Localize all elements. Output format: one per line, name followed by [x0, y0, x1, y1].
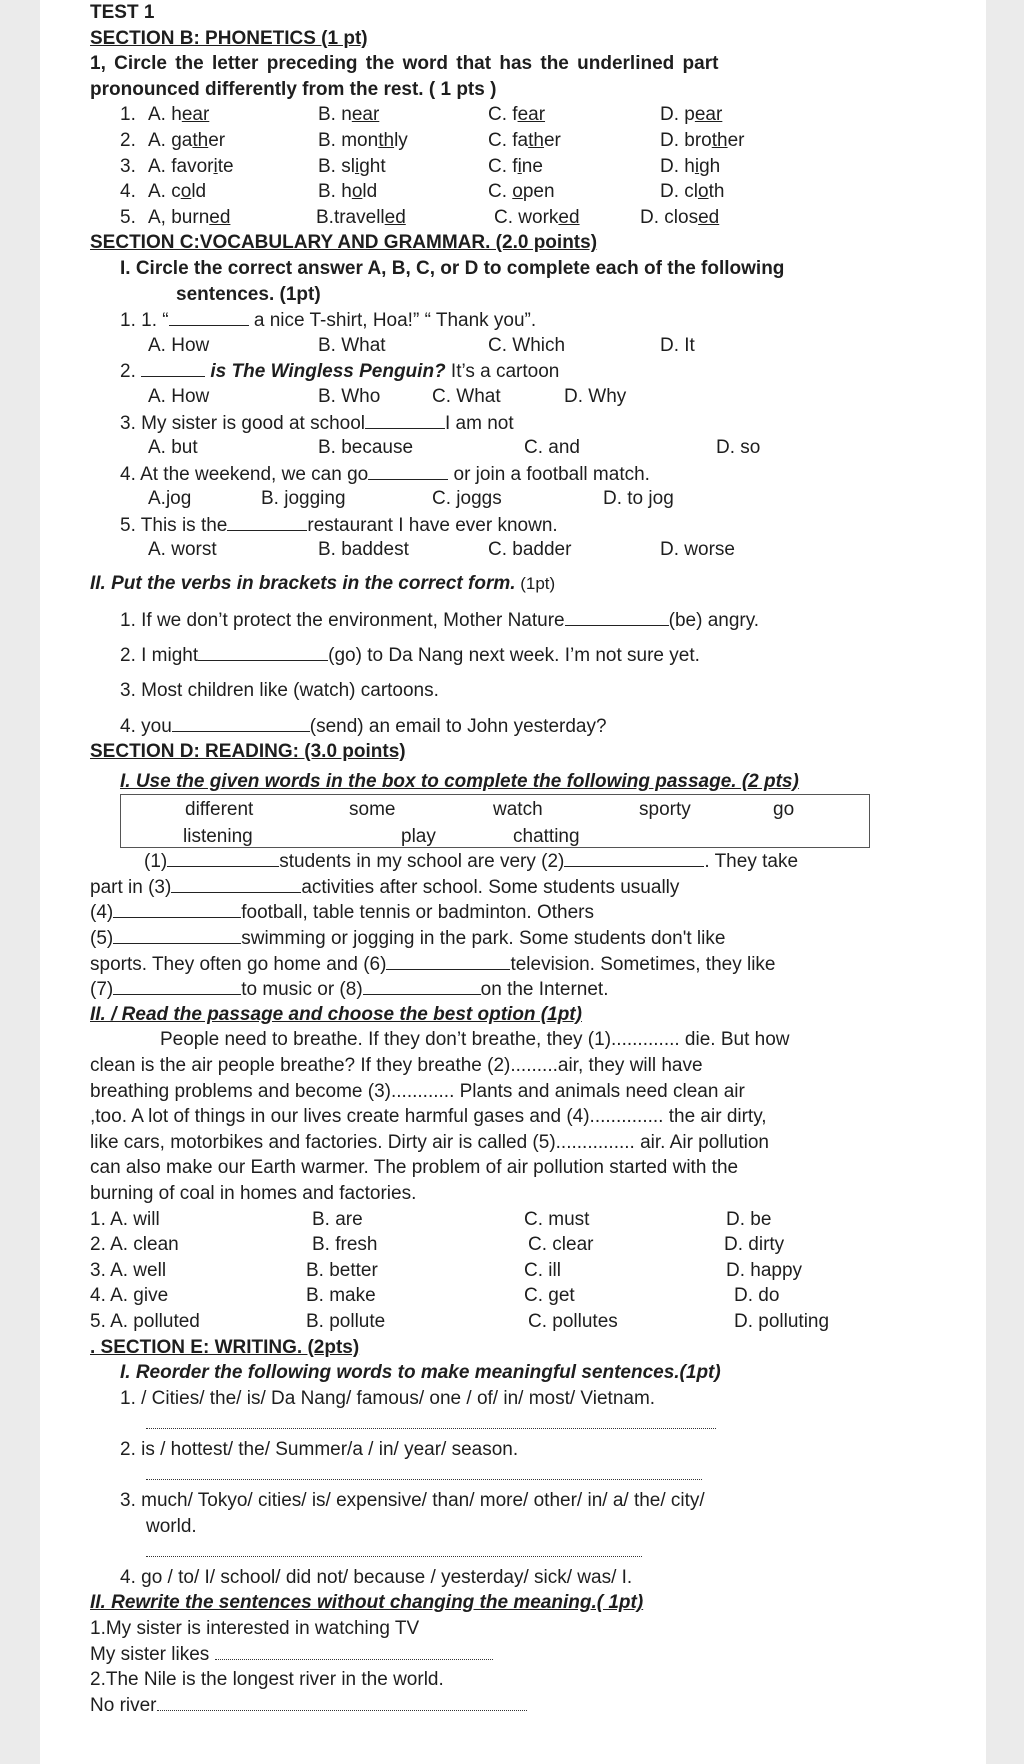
word-part: er — [543, 129, 561, 151]
part2-points: (1pt) — [515, 574, 556, 594]
phonetics-option-d — [640, 205, 719, 231]
passage-5-a: sports. They often go home and (6) — [90, 953, 387, 975]
word-part: ld — [191, 181, 207, 203]
passage-line-3 — [90, 899, 922, 925]
q3-option-a: A. but — [148, 437, 198, 459]
reading-option: B. fresh — [312, 1234, 378, 1256]
phonetics-option-c — [488, 179, 555, 205]
box-word-watch: watch — [493, 799, 543, 821]
passage-text-line: clean is the air people breathe? If they breathe (2).........air, they will have — [90, 1054, 703, 1076]
underlined-part: i — [213, 155, 218, 177]
q3-text: I am not — [445, 412, 514, 434]
passage-line-1 — [90, 848, 922, 874]
verb-4-text-pre: 4. you — [120, 716, 172, 738]
phonetics-option-a — [148, 205, 230, 231]
verb-2-blank — [198, 642, 328, 661]
verb-4-text: (send) an email to John yesterday? — [309, 716, 607, 738]
box-word-different: different — [185, 799, 254, 821]
passage-4-a: (5) — [90, 928, 114, 949]
word-part: ght — [359, 155, 386, 177]
passage-text-line: burning of coal in homes and factories. — [90, 1182, 417, 1204]
q3-blank — [365, 410, 445, 429]
word-part: pen — [522, 181, 555, 203]
passage-text-line: ,too. A lot of things in our lives create harmful gases and (4).............. the air dirty, — [90, 1106, 767, 1128]
reading-option: C. ill — [524, 1259, 561, 1281]
q2-italic-text: is The Wingless Penguin? — [205, 361, 446, 383]
passage-line-6 — [90, 976, 922, 1002]
passage-6-c: on the Internet. — [480, 979, 609, 1001]
reading-option: D. happy — [726, 1259, 803, 1281]
underlined-part: o — [698, 181, 709, 203]
reorder-3-blank — [146, 1540, 642, 1557]
reorder-3: 3. much/ Tokyo/ cities/ is/ expensive/ than/ more/ other/ in/ a/ the/ city/ — [120, 1490, 705, 1512]
blank-6 — [386, 951, 510, 970]
reading-option: C. get — [524, 1285, 575, 1307]
verb-4 — [90, 713, 922, 739]
phonetics-option-b — [318, 102, 379, 128]
phonetics-option-a — [148, 179, 206, 205]
rewrite-1-answer — [90, 1642, 922, 1668]
q5-option-c: C. badder — [488, 539, 572, 561]
reading-option: B. better — [306, 1259, 378, 1281]
passage-line-2 — [90, 874, 922, 900]
box-word-sporty: sporty — [639, 799, 691, 821]
passage-6-b: to music or (8) — [241, 979, 363, 1001]
reorder-2-blank — [146, 1463, 702, 1480]
reading-option: B. are — [312, 1208, 363, 1230]
blank-1 — [167, 848, 279, 867]
reorder-3-cont: world. — [146, 1515, 197, 1537]
word-part: D. p — [660, 104, 695, 126]
q2-option-c: C. What — [432, 385, 501, 407]
q2-option-b: B. Who — [318, 385, 381, 407]
rewrite-1-prompt: My sister likes — [90, 1643, 215, 1665]
word-box — [120, 794, 870, 848]
box-word-some: some — [349, 799, 396, 821]
q2-blank — [141, 358, 205, 377]
word-part: A. c — [148, 181, 181, 203]
phonetics-option-b — [318, 179, 377, 205]
verb-1-blank — [565, 607, 669, 626]
underlined-part: ear — [694, 104, 723, 126]
reading-passage — [90, 1027, 922, 1206]
blank-2 — [564, 848, 704, 867]
underlined-part: ear — [517, 104, 546, 126]
blank-4 — [113, 899, 241, 918]
word-part: C. — [488, 181, 513, 203]
phonetics-row-number: 5. — [120, 206, 136, 228]
rewrite-2-blank — [157, 1694, 527, 1711]
q5-option-b: B. baddest — [318, 539, 409, 561]
reorder-2-answer-line — [90, 1462, 922, 1488]
part2-title — [90, 571, 922, 597]
passage-3-b: football, table tennis or badminton. Others — [241, 902, 594, 924]
word-part: B. h — [318, 181, 352, 203]
underlined-part: ed — [384, 206, 406, 228]
underlined-part: th — [192, 129, 209, 151]
section-d-title: SECTION D: READING: (3.0 points) — [90, 741, 406, 763]
reading-option-row-5 — [90, 1309, 922, 1335]
rewrite-2-prompt: No river — [90, 1694, 157, 1716]
rewrite-2-answer — [90, 1693, 922, 1719]
q1-option-c: C. Which — [488, 334, 566, 356]
q4-option-c: C. joggs — [432, 488, 502, 510]
underlined-part: ed — [209, 206, 231, 228]
reading-option: 1. A. will — [90, 1208, 160, 1230]
passage-1-b: students in my school are very (2) — [279, 851, 565, 873]
word-part: te — [217, 155, 234, 177]
q1-number: 1. 1. “ — [120, 310, 169, 332]
passage-6-a: (7) — [90, 979, 114, 1001]
underlined-part: i — [694, 155, 700, 177]
blank-3 — [171, 874, 301, 893]
section-e-part2-title: II. Rewrite the sentences without changing the meaning.( 1pt) — [90, 1592, 644, 1614]
rewrite-1-blank — [215, 1643, 493, 1660]
word-part: B. sl — [318, 155, 355, 177]
passage-text-line: breathing problems and become (3)............ Plants and animals need clean air — [90, 1080, 745, 1102]
box-word-play: play — [401, 826, 436, 848]
phonetics-row-number: 2. — [120, 129, 136, 151]
q5-text: restaurant I have ever known. — [307, 514, 558, 536]
q2-options — [90, 384, 922, 410]
phonetics-option-a — [148, 102, 209, 128]
underlined-part: o — [512, 181, 523, 203]
q5-options — [90, 537, 922, 563]
word-part: ne — [521, 155, 543, 177]
reading-option: D. be — [726, 1208, 772, 1230]
question-2 — [90, 358, 922, 384]
box-word-chatting: chatting — [513, 826, 580, 848]
underlined-part: i — [517, 155, 522, 177]
phonetics-option-c — [494, 205, 580, 231]
reading-option: 3. A. well — [90, 1259, 167, 1281]
passage-2-b: activities after school. Some students usually — [301, 876, 680, 898]
verb-2 — [90, 642, 922, 668]
reorder-1-answer-line — [90, 1411, 922, 1437]
section-b-instruction-2: pronounced differently from the rest. ( 1 pts ) — [90, 78, 497, 100]
passage-2-a: part in (3) — [90, 876, 172, 898]
verb-4-blank — [172, 713, 310, 732]
q4-option-a: A.jog — [148, 488, 192, 510]
section-e-part1-title: I. Reorder the following words to make meaningful sentences.(1pt) — [120, 1362, 721, 1384]
q5-option-a: A. worst — [148, 539, 217, 561]
box-word-go: go — [773, 799, 795, 821]
verb-1-text: (be) angry. — [668, 609, 760, 631]
passage-line-5 — [90, 951, 922, 977]
test-title: TEST 1 — [90, 2, 155, 23]
reorder-3-answer-line — [90, 1539, 922, 1565]
reading-option: C. clear — [528, 1234, 594, 1256]
q3-text-pre: 3. My sister is good at school — [120, 412, 365, 434]
underlined-part: th — [711, 129, 728, 151]
phonetics-row-number: 1. — [120, 104, 136, 126]
word-part: B. mon — [318, 129, 379, 151]
verb-2-text: (go) to Da Nang next week. I’m not sure yet. — [328, 645, 700, 667]
underlined-part: th — [528, 129, 544, 151]
reading-option: C. must — [524, 1208, 590, 1230]
section-e-title: . SECTION E: WRITING. (2pts) — [90, 1336, 360, 1358]
word-part: C. f — [488, 155, 518, 177]
underlined-part: i — [354, 155, 360, 177]
underlined-part: o — [180, 181, 192, 203]
word-part: A, burn — [148, 206, 210, 228]
phonetics-option-b — [316, 205, 406, 231]
q3-option-b: B. because — [318, 437, 414, 459]
question-4 — [90, 461, 922, 487]
phonetics-option-c — [488, 128, 561, 154]
phonetics-option-b — [318, 154, 386, 180]
phonetics-row-3 — [90, 154, 922, 180]
phonetics-option-d — [660, 154, 720, 180]
question-1 — [90, 307, 922, 333]
q4-option-d: D. to jog — [603, 488, 674, 510]
reading-option-row-4 — [90, 1283, 922, 1309]
word-part: C. fa — [488, 129, 529, 151]
word-part: C. f — [488, 104, 518, 126]
q1-text: a nice T-shirt, Hoa!” “ Thank you”. — [248, 310, 537, 332]
phonetics-option-c — [488, 154, 543, 180]
passage-1-a: (1) — [144, 851, 168, 873]
word-part: gh — [699, 155, 721, 177]
reorder-1-blank — [146, 1412, 716, 1429]
part2-title-text: II. Put the verbs in brackets in the correct form. — [90, 573, 516, 595]
q2-text: It’s a cartoon — [445, 361, 560, 383]
q1-blank — [169, 307, 249, 326]
word-part: ly — [394, 129, 408, 151]
section-c-title: SECTION C:VOCABULARY AND GRAMMAR. (2.0 points) — [90, 232, 598, 254]
q4-option-b: B. jogging — [261, 488, 346, 510]
reorder-4: 4. go / to/ I/ school/ did not/ because / yesterday/ sick/ was/ I. — [120, 1566, 633, 1588]
rewrite-1: 1.My sister is interested in watching TV — [90, 1618, 420, 1640]
section-b-title: SECTION B: PHONETICS (1 pt) — [90, 27, 368, 49]
phonetics-row-4 — [90, 179, 922, 205]
section-c-part1-instruction-2: sentences. (1pt) — [176, 283, 321, 305]
underlined-part: ed — [698, 206, 720, 228]
passage-5-b: television. Sometimes, they like — [510, 953, 776, 975]
q5-text-pre: 5. This is the — [120, 514, 228, 536]
passage-1-c: . They take — [704, 851, 799, 873]
section-d-part2-title: II. / Read the passage and choose the best option (1pt) — [90, 1003, 582, 1025]
phonetics-option-d — [660, 102, 722, 128]
worksheet-content — [90, 0, 922, 1718]
q2-option-a: A. How — [148, 385, 210, 407]
phonetics-rows — [90, 102, 922, 230]
word-part: er — [727, 129, 745, 151]
phonetics-row-1 — [90, 102, 922, 128]
passage-text-line: People need to breathe. If they don’t breathe, they (1)............. die. But how — [160, 1029, 790, 1051]
reading-option: 5. A. polluted — [90, 1310, 200, 1332]
box-word-listening: listening — [183, 826, 253, 848]
phonetics-option-c — [488, 102, 545, 128]
q1-option-a: A. How — [148, 334, 210, 356]
word-part: th — [708, 181, 725, 203]
underlined-part: ed — [558, 206, 580, 228]
word-part: ld — [362, 181, 378, 203]
passage-line-4 — [90, 925, 922, 951]
reading-option: B. make — [306, 1285, 376, 1307]
word-part: B.travell — [316, 206, 385, 228]
underlined-part: o — [351, 181, 363, 203]
reading-option: B. pollute — [306, 1310, 386, 1332]
q2-number: 2. — [120, 361, 142, 383]
underlined-part: ear — [351, 104, 380, 126]
word-part: B. n — [318, 104, 352, 126]
q2-option-d: D. Why — [564, 385, 627, 407]
q4-text: or join a football match. — [448, 463, 650, 485]
passage-4-b: swimming or jogging in the park. Some students don't like — [241, 928, 726, 949]
reorder-2: 2. is / hottest/ the/ Summer/a / in/ year/ season. — [120, 1438, 519, 1460]
reading-option: 2. A. clean — [90, 1234, 179, 1256]
reading-option-row-1 — [90, 1207, 922, 1233]
phonetics-row-number: 4. — [120, 181, 136, 203]
q1-options — [90, 333, 922, 359]
reading-options — [90, 1207, 922, 1335]
blank-5 — [113, 925, 241, 944]
q5-blank — [227, 512, 307, 531]
word-part: A. ga — [148, 129, 193, 151]
word-part: D. h — [660, 155, 695, 177]
question-5 — [90, 512, 922, 538]
reading-option: D. polluting — [734, 1310, 830, 1332]
verb-3 — [90, 678, 922, 704]
q1-option-b: B. What — [318, 334, 386, 356]
phonetics-row-number: 3. — [120, 155, 136, 177]
phonetics-row-2 — [90, 128, 922, 154]
word-part: D. cl — [660, 181, 698, 203]
phonetics-option-b — [318, 128, 408, 154]
passage-text-line: like cars, motorbikes and factories. Dirty air is called (5)............... air. Air pollution — [90, 1131, 769, 1153]
blank-8 — [363, 976, 481, 995]
passage-text-line: can also make our Earth warmer. The problem of air pollution started with the — [90, 1157, 739, 1179]
word-part: er — [208, 129, 226, 151]
reading-option: D. dirty — [724, 1234, 785, 1256]
phonetics-option-a — [148, 154, 234, 180]
q5-option-d: D. worse — [660, 539, 735, 561]
reorder-1: 1. / Cities/ the/ is/ Da Nang/ famous/ one / of/ in/ most/ Vietnam. — [120, 1387, 656, 1409]
q4-text-pre: 4. At the weekend, we can go — [120, 463, 369, 485]
phonetics-option-d — [660, 179, 724, 205]
reading-option: C. pollutes — [528, 1310, 618, 1332]
word-part: A. favor — [148, 155, 214, 177]
phonetics-option-a — [148, 128, 225, 154]
underlined-part: ear — [181, 104, 210, 126]
verb-1 — [90, 607, 922, 633]
reading-option-row-3 — [90, 1258, 922, 1284]
section-d-part1-title: I. Use the given words in the box to complete the following passage. (2 pts) — [120, 770, 799, 792]
question-3 — [90, 410, 922, 436]
q3-options — [90, 435, 922, 461]
verb-2-text-pre: 2. I might — [120, 645, 199, 667]
reading-option-row-2 — [90, 1232, 922, 1258]
phonetics-option-d — [660, 128, 745, 154]
passage-3-a: (4) — [90, 902, 114, 924]
verb-1-text-pre: 1. If we don’t protect the environment, Mother Nature — [120, 609, 565, 631]
blank-7 — [113, 976, 241, 995]
q3-option-c: C. and — [524, 437, 580, 459]
reading-option: 4. A. give — [90, 1285, 169, 1307]
word-part: A. h — [148, 104, 182, 126]
underlined-part: th — [378, 129, 395, 151]
section-c-part1-instruction-1: I. Circle the correct answer A, B, C, or D to complete each of the following — [120, 257, 785, 279]
q4-options — [90, 486, 922, 512]
verb-3-text: 3. Most children like (watch) cartoons. — [120, 679, 439, 701]
reading-option: D. do — [734, 1285, 780, 1307]
word-part: C. work — [494, 206, 559, 228]
word-part: D. clos — [640, 206, 699, 228]
rewrite-2: 2.The Nile is the longest river in the world. — [90, 1669, 444, 1691]
q3-option-d: D. so — [716, 437, 761, 459]
q4-blank — [368, 461, 448, 480]
section-b-instruction-1: 1, Circle the letter preceding the word that has the underlined part — [90, 53, 719, 75]
word-part: D. bro — [660, 129, 712, 151]
q1-option-d: D. It — [660, 334, 695, 356]
phonetics-row-5 — [90, 205, 922, 231]
